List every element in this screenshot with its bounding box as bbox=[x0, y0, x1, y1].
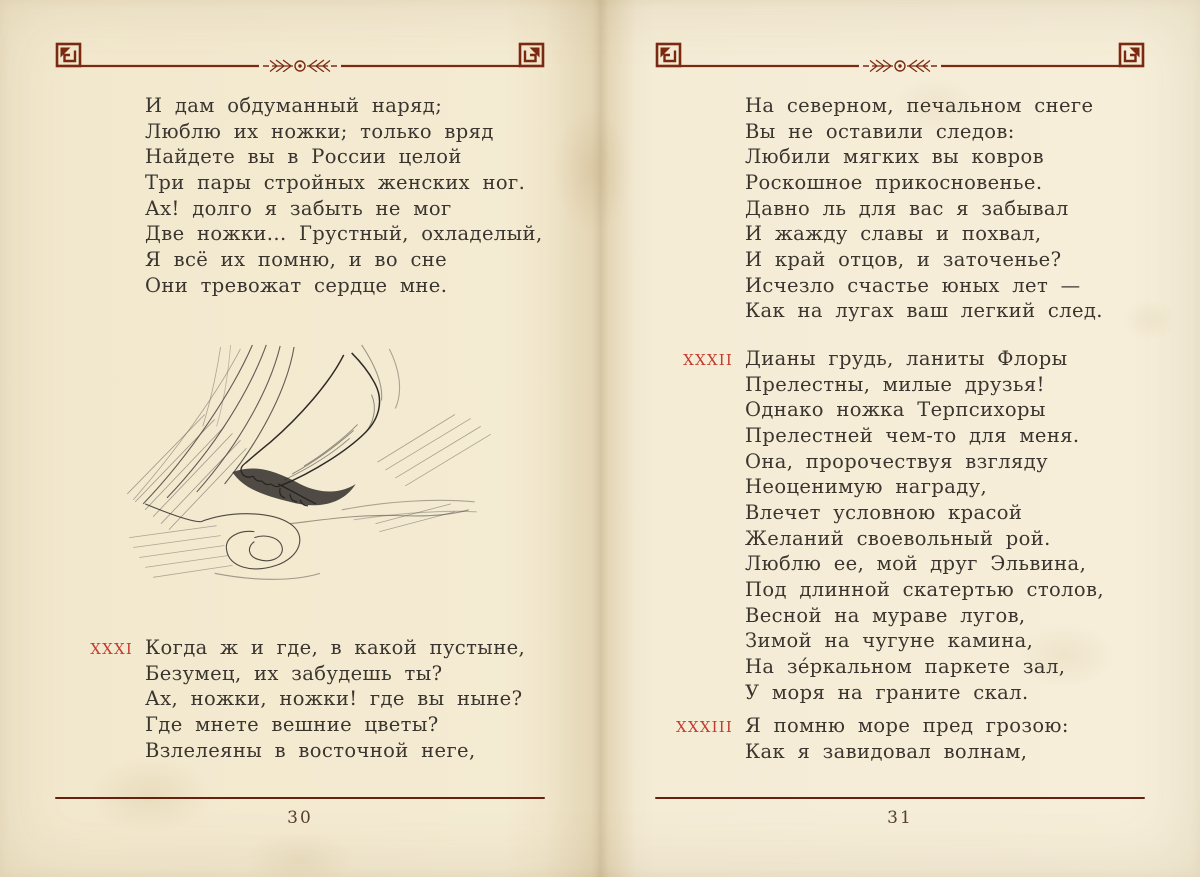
poem-stanza bbox=[745, 93, 1103, 324]
right-page bbox=[600, 0, 1200, 877]
corner-ornament-icon bbox=[57, 44, 80, 66]
poem-line: Три пары стройных женских ног. bbox=[145, 170, 526, 194]
poem-line: Любили мягких вы ковров bbox=[745, 145, 1044, 169]
poem-line: Под длинной скатертью столов, bbox=[745, 577, 1105, 601]
laurel-rosette-icon bbox=[263, 60, 337, 72]
footer-rule bbox=[55, 797, 545, 799]
poem-line: Две ножки... Грустный, охладелый, bbox=[145, 222, 543, 246]
poem-line: Как я завидовал волнам, bbox=[745, 739, 1028, 763]
poem-stanza bbox=[600, 713, 1069, 764]
poem-line: Ах, ножки, ножки! где вы ныне? bbox=[145, 687, 523, 711]
poem-line: Как на лугах ваш легкий след. bbox=[745, 299, 1103, 323]
poem-line: Давно ль для вас я забывал bbox=[745, 196, 1069, 220]
poem-line: Зимой на чугуне камина, bbox=[745, 629, 1034, 653]
corner-ornament-icon bbox=[1120, 44, 1143, 66]
corner-ornament-icon bbox=[657, 44, 680, 66]
poem-line: Люблю их ножки; только вряд bbox=[145, 119, 494, 143]
poem-line: Они тревожат сердце мне. bbox=[145, 273, 448, 297]
poem-line: Я помню море пред грозою: bbox=[745, 714, 1069, 737]
feet-illustration bbox=[103, 343, 505, 621]
stanza-number: XXXI bbox=[90, 640, 133, 658]
header-rule-ornament bbox=[655, 42, 1145, 72]
poem-line: Влечет условною красой bbox=[745, 500, 1023, 524]
poem-stanza bbox=[0, 635, 525, 763]
poem-line: На зе́ркальном паркете зал, bbox=[745, 654, 1066, 678]
page-number: 31 bbox=[887, 808, 913, 828]
poem-line: Весной на мураве лугов, bbox=[745, 603, 1026, 627]
poem-line: Дианы грудь, ланиты Флоры bbox=[745, 347, 1068, 370]
poem-line: Роскошное прикосновенье. bbox=[745, 170, 1043, 194]
poem-line: Она, пророчествуя взгляду bbox=[745, 449, 1048, 473]
stanza-number: XXXIII bbox=[675, 718, 733, 736]
page-number: 30 bbox=[287, 808, 313, 828]
corner-ornament-icon bbox=[520, 44, 543, 66]
poem-line: Где мнете вешние цветы? bbox=[145, 712, 439, 736]
poem-line: И дам обдуманный наряд; bbox=[145, 94, 443, 117]
poem-line: Неоценимую награду, bbox=[745, 475, 988, 499]
shadow-shape bbox=[233, 469, 356, 506]
poem-line: И жажду славы и похвал, bbox=[745, 222, 1042, 246]
poem-stanza bbox=[600, 346, 1104, 705]
stanza-number: XXXII bbox=[683, 351, 733, 369]
poem-line: И край отцов, и заточенье? bbox=[745, 247, 1062, 271]
poem-line: Прелестней чем-то для меня. bbox=[745, 423, 1080, 447]
footer-rule bbox=[655, 797, 1145, 799]
poem-line: Однако ножка Терпсихоры bbox=[745, 398, 1046, 422]
poem-line: Когда ж и где, в какой пустыне, bbox=[145, 636, 526, 659]
poem-line: Желаний своевольный рой. bbox=[745, 526, 1051, 550]
poem-line: Исчезло счастье юных лет — bbox=[745, 273, 1081, 297]
poem-line: У моря на граните скал. bbox=[745, 680, 1029, 704]
poem-line: Ах! долго я забыть не мог bbox=[145, 196, 452, 220]
poem-line: Я всё их помню, и во сне bbox=[145, 247, 448, 271]
poem-stanza bbox=[145, 93, 543, 298]
laurel-rosette-icon bbox=[863, 60, 937, 72]
poem-line: На северном, печальном снеге bbox=[745, 94, 1094, 117]
poem-line: Взлелеяны в восточной неге, bbox=[145, 738, 476, 762]
poem-line: Вы не оставили следов: bbox=[745, 119, 1015, 143]
header-rule-ornament bbox=[55, 42, 545, 72]
poem-line: Безумец, их забудешь ты? bbox=[145, 661, 443, 685]
poem-line: Прелестны, милые друзья! bbox=[745, 372, 1045, 396]
poem-line: Найдете вы в России целой bbox=[145, 145, 462, 169]
poem-line: Люблю ее, мой друг Эльвина, bbox=[745, 552, 1087, 576]
